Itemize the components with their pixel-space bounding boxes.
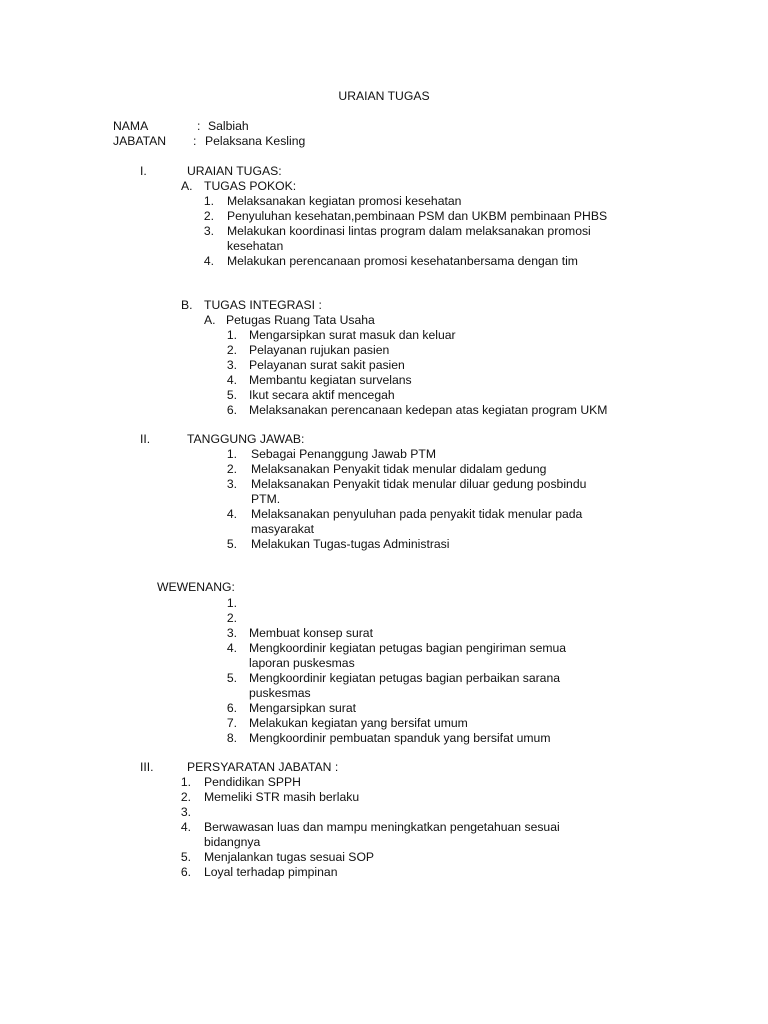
list-item-number: 4. <box>180 820 191 834</box>
list-item: Melaksanakan kegiatan promosi kesehatan <box>227 194 462 208</box>
wewenang-heading: WEWENANG: <box>157 580 235 594</box>
tugas-integrasi-heading: TUGAS INTEGRASI : <box>204 298 322 312</box>
page-title: URAIAN TUGAS <box>338 89 430 103</box>
list-item: Mengarsipkan surat <box>249 701 357 715</box>
list-item-number: 5. <box>180 850 191 864</box>
tugas-pokok-letter: A. <box>181 179 193 193</box>
list-item: Berwawasan luas dan mampu meningkatkan pengetahuan sesuai <box>204 820 560 834</box>
list-item: Loyal terhadap pimpinan <box>204 865 338 879</box>
list-item-number: 3. <box>226 477 237 491</box>
list-item: Sebagai Penanggung Jawab PTM <box>251 447 436 461</box>
list-item: Melakukan Tugas-tugas Administrasi <box>251 537 450 551</box>
list-item-continuation: masyarakat <box>251 522 314 536</box>
list-item-continuation: bidangnya <box>204 835 261 849</box>
list-item-continuation: puskesmas <box>249 686 311 700</box>
list-item-number: 5. <box>226 388 237 402</box>
list-item-number: 2. <box>203 209 214 223</box>
petugas-heading: Petugas Ruang Tata Usaha <box>226 313 375 327</box>
list-item-number: 4. <box>203 254 214 268</box>
list-item: Melakukan perencanaan promosi kesehatanbersama dengan tim <box>227 254 578 268</box>
list-item-number: 6. <box>226 701 237 715</box>
nama-colon: : <box>197 119 201 133</box>
list-item: Membuat konsep surat <box>249 626 373 640</box>
list-item-number: 2. <box>226 611 237 625</box>
list-item-number: 5. <box>226 537 237 551</box>
list-item: Menjalankan tugas sesuai SOP <box>204 850 375 864</box>
list-item: Mengkoordinir kegiatan petugas bagian perbaikan sarana <box>249 671 560 685</box>
section-3-numeral: III. <box>140 760 154 774</box>
list-item-number: 1. <box>180 775 191 789</box>
list-item: Membantu kegiatan survelans <box>249 373 412 387</box>
list-item-number: 3. <box>226 626 237 640</box>
list-item-number: 4. <box>226 507 237 521</box>
list-item: Memeliki STR masih berlaku <box>204 790 360 804</box>
list-item: Melaksanakan penyuluhan pada penyakit tidak menular pada <box>251 507 583 521</box>
list-item-number: 2. <box>226 343 237 357</box>
list-item-number: 7. <box>226 716 237 730</box>
list-item: Mengkoordinir pembuatan spanduk yang bersifat umum <box>249 731 551 745</box>
list-item: Pelayanan rujukan pasien <box>249 343 390 357</box>
jabatan-colon: : <box>193 134 197 148</box>
list-item: Ikut secara aktif mencegah <box>249 388 395 402</box>
section-2-numeral: II. <box>140 432 151 446</box>
section-1-heading: URAIAN TUGAS: <box>187 164 282 178</box>
list-item-number: 3. <box>226 358 237 372</box>
list-item: Penyuluhan kesehatan,pembinaan PSM dan UKBM pembinaan PHBS <box>227 209 608 223</box>
list-item-number: 4. <box>226 373 237 387</box>
section-1-numeral: I. <box>140 164 147 178</box>
section-3-heading: PERSYARATAN JABATAN : <box>187 760 339 774</box>
list-item: Melaksanakan Penyakit tidak menular didalam gedung <box>251 462 547 476</box>
list-item-number: 1. <box>226 328 237 342</box>
petugas-letter: A. <box>204 313 216 327</box>
list-item-number: 3. <box>180 805 191 819</box>
jabatan-label: JABATAN <box>113 134 167 148</box>
nama-label: NAMA <box>113 119 149 133</box>
list-item: Melakukan kegiatan yang bersifat umum <box>249 716 468 730</box>
list-item-number: 4. <box>226 641 237 655</box>
section-2-heading: TANGGUNG JAWAB: <box>187 432 305 446</box>
tugas-integrasi-letter: B. <box>181 298 193 312</box>
list-item: Mengkoordinir kegiatan petugas bagian pengiriman semua <box>249 641 567 655</box>
list-item: Melaksanakan perencanaan kedepan atas kegiatan program UKM <box>249 403 608 417</box>
list-item: Melaksanakan Penyakit tidak menular diluar gedung posbindu <box>251 477 587 491</box>
list-item-number: 8. <box>226 731 237 745</box>
nama-value: Salbiah <box>208 119 249 133</box>
list-item-number: 6. <box>226 403 237 417</box>
list-item-continuation: kesehatan <box>227 239 284 253</box>
list-item-number: 2. <box>180 790 191 804</box>
list-item-number: 1. <box>226 596 237 610</box>
tugas-pokok-heading: TUGAS POKOK: <box>204 179 297 193</box>
jabatan-value: Pelaksana Kesling <box>205 134 306 148</box>
list-item-number: 2. <box>226 462 237 476</box>
list-item: Mengarsipkan surat masuk dan keluar <box>249 328 456 342</box>
list-item: Pendidikan SPPH <box>204 775 301 789</box>
list-item-number: 3. <box>203 224 214 238</box>
list-item-number: 1. <box>203 194 214 208</box>
list-item-number: 5. <box>226 671 237 685</box>
list-item-continuation: PTM. <box>251 492 281 506</box>
list-item: Melakukan koordinasi lintas program dalam melaksanakan promosi <box>227 224 591 238</box>
list-item-continuation: laporan puskesmas <box>249 656 355 670</box>
list-item-number: 6. <box>180 865 191 879</box>
list-item-number: 1. <box>226 447 237 461</box>
list-item: Pelayanan surat sakit pasien <box>249 358 405 372</box>
